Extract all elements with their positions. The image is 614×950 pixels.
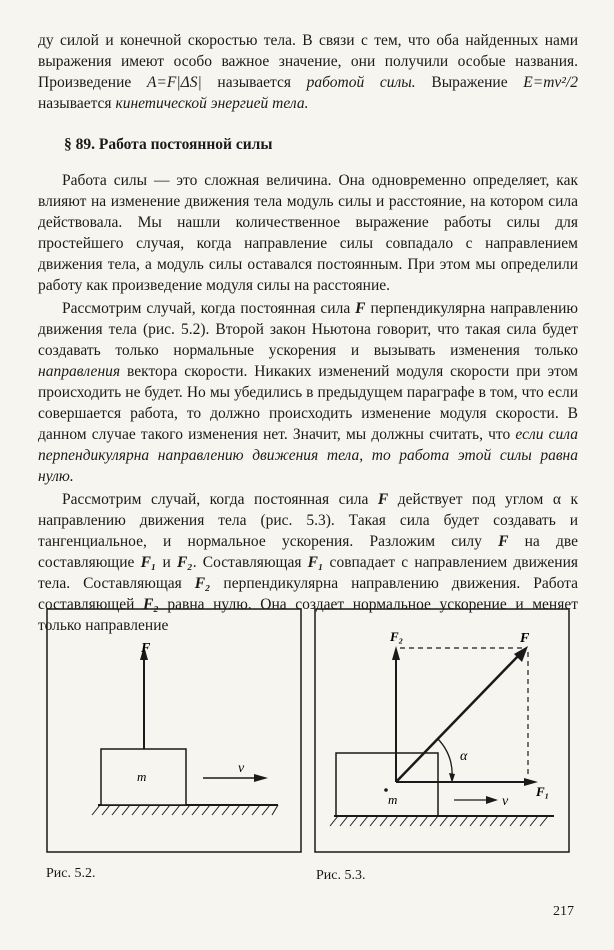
force-f1-symbol: F₁ [307,554,324,571]
force-f1-label: F₁ [536,784,550,799]
formula-work: A=F|ΔS| [146,74,202,91]
emphasis-direction: направления [38,363,121,380]
conclusion-statement: если сила перпендикулярна направлению движения тела, то работа этой силы равна нулю. [38,426,578,485]
force-f2-symbol: F₂ [176,554,193,571]
mass-label: m [137,769,147,784]
force-vector [396,654,520,782]
force-label: F [141,641,151,656]
figure-5-2-caption: Рис. 5.2. [46,866,96,881]
mass-block [336,753,438,816]
force-f1-symbol: F₁ [140,554,157,571]
intro-text: называется [38,95,116,112]
force-symbol: F [355,300,366,317]
figure-frame [47,609,301,852]
angle-label: α [460,749,468,764]
paragraph-1: Работа силы — это сложная величина. Она одновременно определяет, как влияют на изменение движения тела модуль силы и расстояние, на котором сила действовала. Мы нашли количественное выражение работы силы для простейшего случая, когда направление силы совпадало с направлением движения тела, а модуль силы оставался постоянным. При этом мы определили работу как произведение модуля силы на расстояние. [38,172,578,294]
page-number: 217 [553,904,574,919]
force-symbol: F [377,491,389,508]
velocity-label: v [238,761,245,776]
force-f2-symbol: F₂ [194,575,211,592]
paragraph-2: Рассмотрим случай, когда постоянная сила F перпендикулярна направлению движения тела (рис. 5.2). Второй закон Ньютона говорит, что такая сила будет создавать только нормальные ускорения и вызывать изменения только направления вектора скорости. Никаких изменений модуля скорости при этом происходить не будет. Но мы убедились в предыдущем параграфе в том, что если совершается работа, то должно происходить изменение модуля скорости. В данном случае такого изменения нет. Значит, мы должны считать, что если сила перпендикулярна направлению движения тела, то работа этой силы равна нулю. [38,300,578,485]
figure-5-2 [46,608,302,853]
velocity-arrowhead [486,796,498,804]
force-f2-label: F₂ [390,629,404,644]
velocity-label: v [502,794,509,809]
force-label: F [520,631,530,646]
figure-5-3-caption: Рис. 5.3. [316,868,366,883]
force-f2-symbol: F₂ [143,596,159,613]
force-symbol: F [498,533,509,550]
mass-label: m [388,792,398,807]
ground-hatching [330,816,548,826]
intro-paragraph [38,30,578,114]
formula-energy: E=mv²/2 [523,74,579,91]
figure-5-2-diagram [46,608,302,853]
term-work: работой силы. [306,74,416,91]
velocity-arrowhead [254,774,268,782]
section-title: § 89. Работа постоянной силы [64,136,273,153]
force-f2-arrowhead [392,646,400,660]
intro-text: Выражение [415,74,524,91]
intro-text: называется [201,74,307,91]
ground-hatching [92,805,278,815]
page-text [38,30,578,636]
paragraph-3: Рассмотрим случай, когда постоянная сила F действует под углом α к направлению движения тела (рис. 5.3). Такая сила будет создавать и тангенциальное, и нормальное ускорения. Разложим силу F на две составляющие F₁ и F₂. Составляющая F₁ совпадает с направлением движения тела. Составляющая F₂ перпендикулярна направлению движения. Работа составляющей F₂ равна нулю. Она создает нормальное ускорение и меняет только направление [38,491,579,634]
intro-text: ду силой и конечной скоростью тела. В связи с тем, что оба найденных нами выражения имеют особо важное значение, они получили особые названия. Произведение [38,32,578,91]
term-energy: кинетической энергией тела. [115,95,309,112]
figure-5-3-diagram [314,608,570,853]
figure-5-3 [314,608,570,853]
